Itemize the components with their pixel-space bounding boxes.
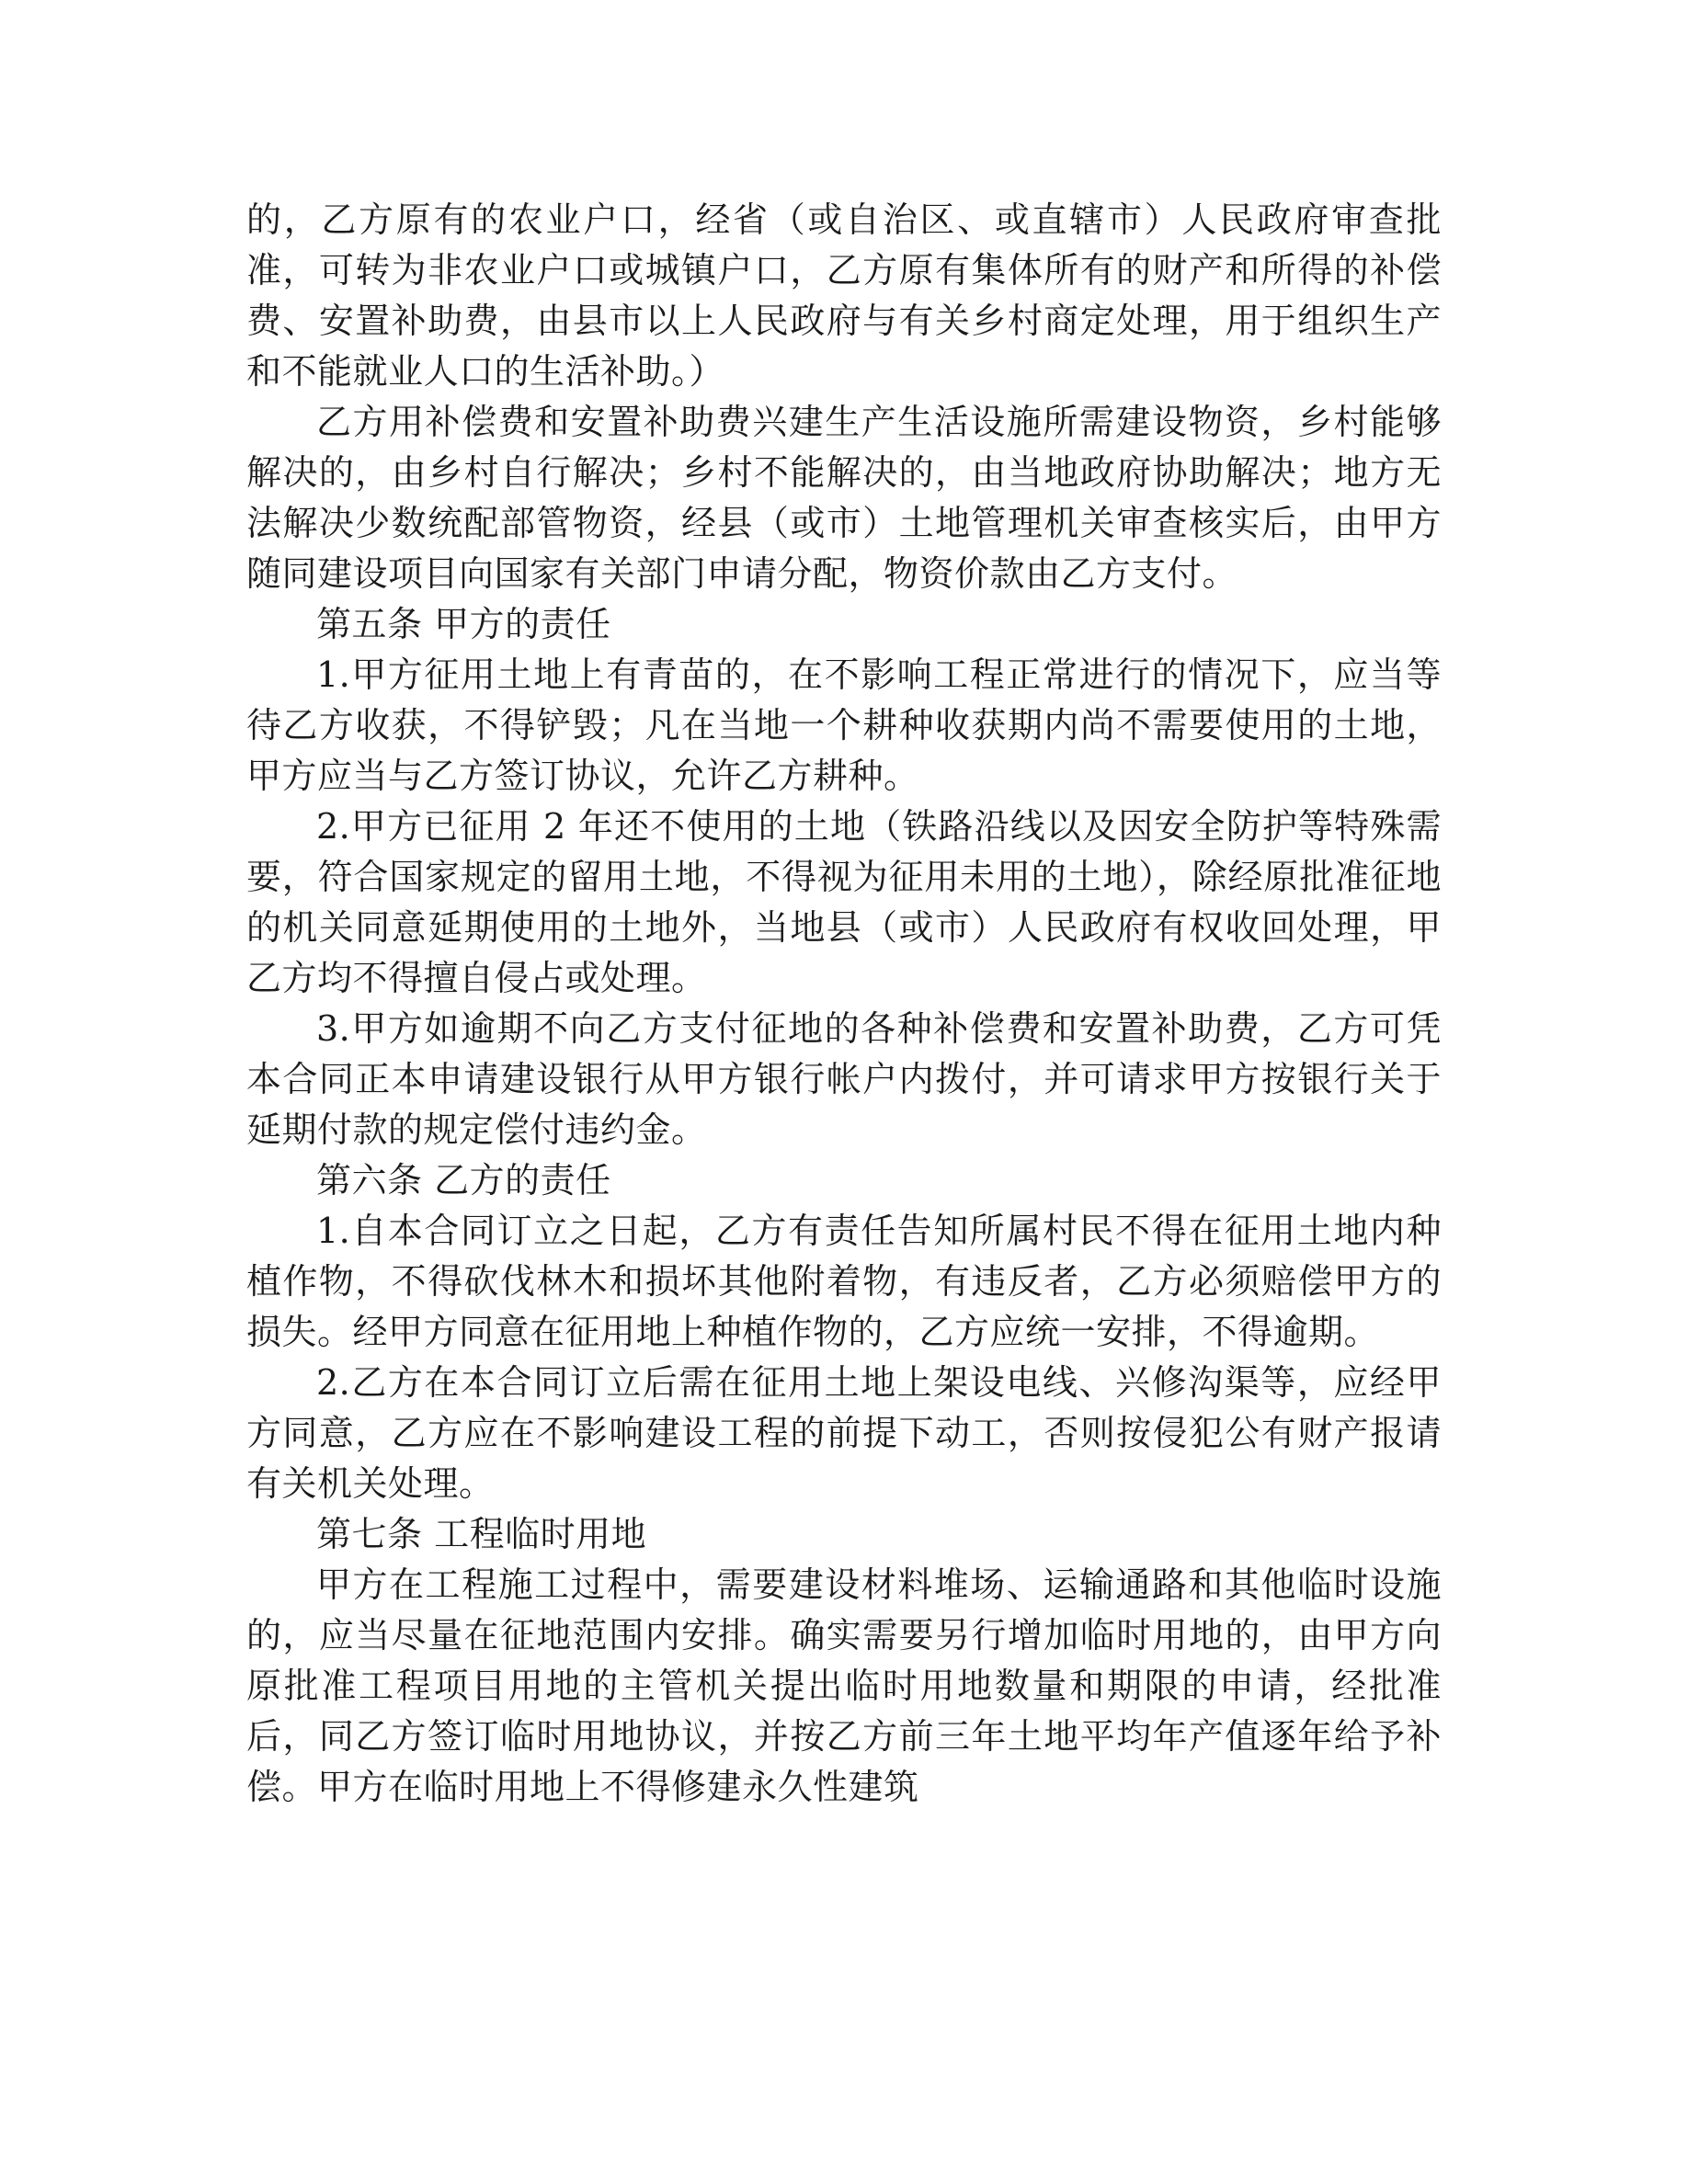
article-6-clause-2: 2.乙方在本合同订立后需在征用土地上架设电线、兴修沟渠等，应经甲方同意，乙方应在不影响建设工程的前提下动工，否则按侵犯公有财产报请有关机关处理。 [246,1362,1442,1504]
article-7-body: 甲方在工程施工过程中，需要建设材料堆场、运输通路和其他临时设施的，应当尽量在征地范围内安排。确实需要另行增加临时用地的，由甲方向原批准工程项目用地的主管机关提出临时用地数量和期限的申请，经批准后，同乙方签订临时用地协议，并按乙方前三年土地平均年产值逐年给予补偿。甲方在临时用地上不得修建永久性建筑 [246,1564,1442,1807]
article-6-clause-1: 1.自本合同订立之日起，乙方有责任告知所属村民不得在征用土地内种植作物，不得砍伐林木和损坏其他附着物，有违反者，乙方必须赔偿甲方的损失。经甲方同意在征用地上种植作物的，乙方应统一安排，不得逾期。 [246,1211,1442,1352]
article-6-heading: 第六条 乙方的责任 [316,1160,611,1200]
article-5-clause-3: 3.甲方如逾期不向乙方支付征地的各种补偿费和安置补助费，乙方可凭本合同正本申请建设银行从甲方银行帐户内拨付，并可请求甲方按银行关于延期付款的规定偿付违约金。 [246,1008,1442,1150]
article-7-heading: 第七条 工程临时用地 [316,1514,647,1554]
article-5-clause-1: 1.甲方征用土地上有青苗的，在不影响工程正常进行的情况下，应当等待乙方收获，不得铲毁；凡在当地一个耕种收获期内尚不需要使用的土地，甲方应当与乙方签订协议，允许乙方耕种。 [246,654,1442,796]
document-page [246,195,1442,1813]
article-5-clause-2: 2.甲方已征用 2 年还不使用的土地（铁路沿线以及因安全防护等特殊需要，符合国家规定的留用土地，不得视为征用未用的土地），除经原批准征地的机关同意延期使用的土地外，当地县（或市）人民政府有权收回处理，甲乙方均不得擅自侵占或处理。 [246,806,1442,998]
paragraph-materials: 乙方用补偿费和安置补助费兴建生产生活设施所需建设物资，乡村能够解决的，由乡村自行解决；乡村不能解决的，由当地政府协助解决；地方无法解决少数统配部管物资，经县（或市）土地管理机关审查核实后，由甲方随同建设项目向国家有关部门申请分配，物资价款由乙方支付。 [246,402,1442,594]
paragraph-continuation: 的，乙方原有的农业户口，经省（或自治区、或直辖市）人民政府审查批准，可转为非农业户口或城镇户口，乙方原有集体所有的财产和所得的补偿费、安置补助费，由县市以上人民政府与有关乡村商定处理，用于组织生产和不能就业人口的生活补助。） [246,199,1442,392]
article-5-heading: 第五条 甲方的责任 [316,604,611,644]
